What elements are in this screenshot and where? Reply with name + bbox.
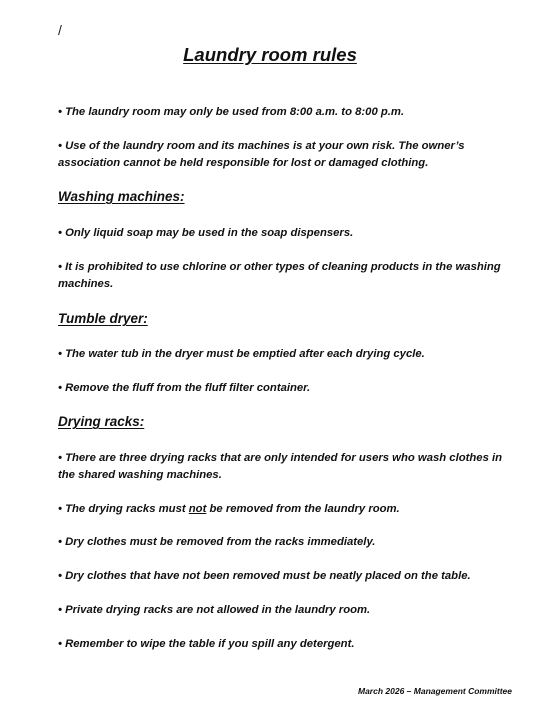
rule-opening-hours: • The laundry room may only be used from 8:00 a.m. to 8:00 p.m. (58, 106, 405, 118)
rule-no-chlorine: • It is prohibited to use chlorine or other types of cleaning products in the washing machines. (58, 261, 501, 290)
rule-remove-dry-clothes: • Dry clothes must be removed from the racks immediately. (58, 536, 376, 548)
rule-three-racks: • There are three drying racks that are only intended for users who wash clothes in the shared washing machines. (58, 452, 503, 481)
heading-drying-racks: Drying racks: (58, 414, 145, 429)
rule-liquid-soap: • Only liquid soap may be used in the soap dispensers. (58, 227, 354, 239)
rule-racks-not-removed (58, 501, 508, 518)
page-title: Laundry room rules (183, 44, 357, 65)
rule-own-risk: • Use of the laundry room and its machines is at your own risk. The owner’s association cannot be held responsible for lost or damaged clothing. (58, 140, 465, 169)
footer-signature: March 2026 – Management Committee (358, 686, 512, 696)
rule-wipe-table: • Remember to wipe the table if you spill any detergent. (58, 638, 355, 650)
rule-text-before: • The drying racks must (58, 503, 189, 515)
cursor-mark: / (58, 22, 62, 38)
heading-washing-machines: Washing machines: (58, 189, 185, 204)
rule-empty-water-tub: • The water tub in the dryer must be emptied after each drying cycle. (58, 348, 425, 360)
rule-remove-fluff: • Remove the fluff from the fluff filter container. (58, 382, 311, 394)
emphasis-not: not (188, 503, 207, 515)
rule-place-on-table: • Dry clothes that have not been removed must be neatly placed on the table. (58, 570, 471, 582)
heading-tumble-dryer: Tumble dryer: (58, 311, 148, 326)
rule-text-after: be removed from the laundry room. (206, 503, 400, 515)
rule-no-private-racks: • Private drying racks are not allowed in the laundry room. (58, 604, 371, 616)
